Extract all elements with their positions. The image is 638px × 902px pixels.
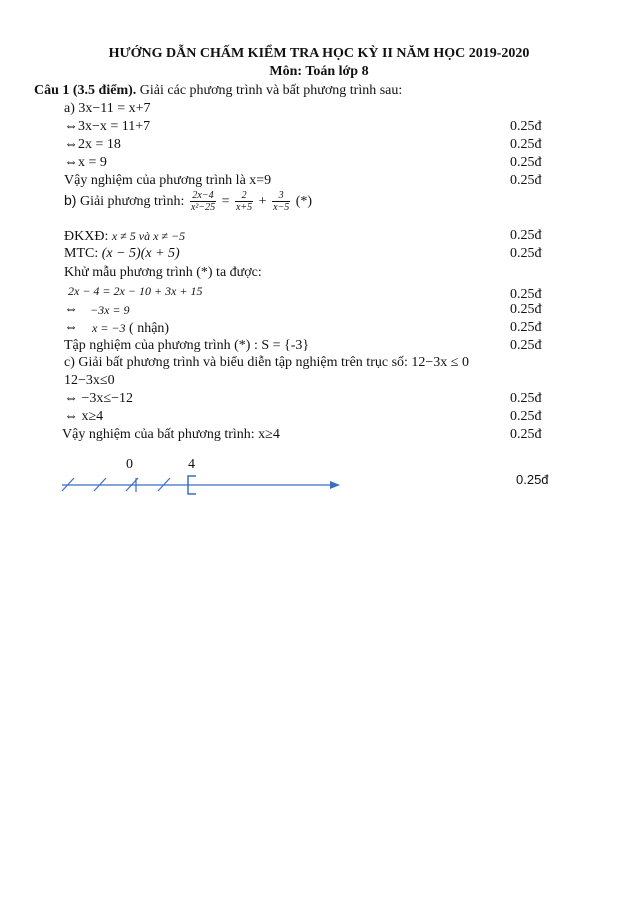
mtc-expression: (x − 5)(x + 5) xyxy=(101,246,180,261)
solution-line xyxy=(0,337,638,355)
score: 0.25đ xyxy=(510,391,542,406)
question-label: Câu 1 (3.5 điểm). xyxy=(34,83,137,98)
part-c-line xyxy=(0,372,638,390)
khu-mau-line xyxy=(0,264,638,282)
score: 0.25đ xyxy=(510,338,542,353)
step-line xyxy=(0,319,638,337)
score: 0.25đ xyxy=(510,409,542,424)
step-3-note: ( nhận) xyxy=(125,321,170,336)
question-heading xyxy=(0,82,638,100)
part-c-text: 12−3x≤0 xyxy=(64,373,115,388)
part-a-text: ⇔2x = 18 xyxy=(64,137,121,152)
score: 0.25đ xyxy=(510,246,542,261)
score: 0.25đ xyxy=(510,427,542,442)
part-a-text: Vậy nghiệm của phương trình là x=9 xyxy=(64,173,272,188)
step-3-expression: x = −3 xyxy=(92,321,126,335)
part-b-prefix: b) xyxy=(64,192,77,208)
part-c-text: ⇔ −3x≤−12 xyxy=(64,391,133,406)
number-line-graphic xyxy=(0,450,638,500)
dkxd-line xyxy=(0,227,638,245)
score: 0.25đ xyxy=(510,173,542,188)
part-c-line xyxy=(0,426,638,444)
fraction-3: $\frac{3}{x-5}$ xyxy=(273,190,290,214)
score: 0.25đ xyxy=(510,137,542,152)
document-subtitle: Môn: Toán lớp 8 xyxy=(269,64,369,79)
part-a-line xyxy=(0,118,638,136)
part-c-text: Vậy nghiệm của bất phương trình: x≥4 xyxy=(62,427,280,442)
part-a-text: a) 3x−11 = x+7 xyxy=(64,101,151,116)
equals-sign: = xyxy=(221,194,230,209)
step-2-expression: −3x = 9 xyxy=(90,303,130,317)
part-b-intro: Giải phương trình: xyxy=(76,194,185,209)
equation-marker: (*) xyxy=(295,194,313,209)
step-line xyxy=(0,282,638,300)
khu-mau-text: Khử mẫu phương trình (*) ta được: xyxy=(64,265,262,280)
question-text: Giải các phương trình và bất phương trình sau: xyxy=(136,83,403,98)
document-title: HƯỚNG DẪN CHẤM KIỂM TRA HỌC KỲ II NĂM HỌC 2019-2020 xyxy=(108,46,530,61)
part-a-text: ⇔x = 9 xyxy=(64,155,107,170)
part-c-line xyxy=(0,390,638,408)
axis-arrow-icon xyxy=(330,481,340,489)
axis-label-0: 0 xyxy=(126,457,133,472)
score: 0.25đ xyxy=(510,228,542,243)
part-c-line xyxy=(0,408,638,426)
score: 0.25đ xyxy=(510,155,542,170)
score: 0.25đ xyxy=(510,119,542,134)
equivalence-symbol: ⇔ xyxy=(64,320,78,335)
part-c-intro-line xyxy=(0,354,638,372)
part-c-intro: c) Giải bất phương trình và biểu diễn tập nghiệm trên trục số: 12−3x ≤ 0 xyxy=(64,355,469,370)
mtc-label: MTC: xyxy=(64,246,99,261)
step-1-expression: 2x − 4 = 2x − 10 + 3x + 15 xyxy=(68,284,203,298)
plus-sign: + xyxy=(258,194,267,209)
part-a-line xyxy=(0,154,638,172)
score: 0.25đ xyxy=(510,302,542,317)
part-c-text: ⇔ x≥4 xyxy=(64,409,104,424)
score: 0.25đ xyxy=(510,287,542,302)
number-line xyxy=(0,450,638,500)
part-b-equation xyxy=(0,185,638,215)
part-a-text: ⇔3x−x = 11+7 xyxy=(64,119,151,134)
part-a-line xyxy=(0,136,638,154)
solution-set: Tập nghiệm của phương trình (*) : S = {-3} xyxy=(64,338,310,353)
score: 0.25đ xyxy=(510,320,542,335)
dkxd-expression: x ≠ 5 và x ≠ −5 xyxy=(111,229,186,243)
step-line xyxy=(0,301,638,319)
fraction-2: $\frac{2}{x+5}$ xyxy=(235,190,253,214)
mtc-line xyxy=(0,245,638,263)
equivalence-symbol: ⇔ xyxy=(64,302,78,317)
dkxd-label: ĐKXĐ: xyxy=(64,229,109,244)
part-a-line xyxy=(0,100,638,118)
fraction-1: $\frac{2x-4}{\text{x²−25}}$ xyxy=(190,190,216,214)
axis-label-4: 4 xyxy=(188,457,195,472)
axis-score: 0.25đ xyxy=(516,472,549,487)
